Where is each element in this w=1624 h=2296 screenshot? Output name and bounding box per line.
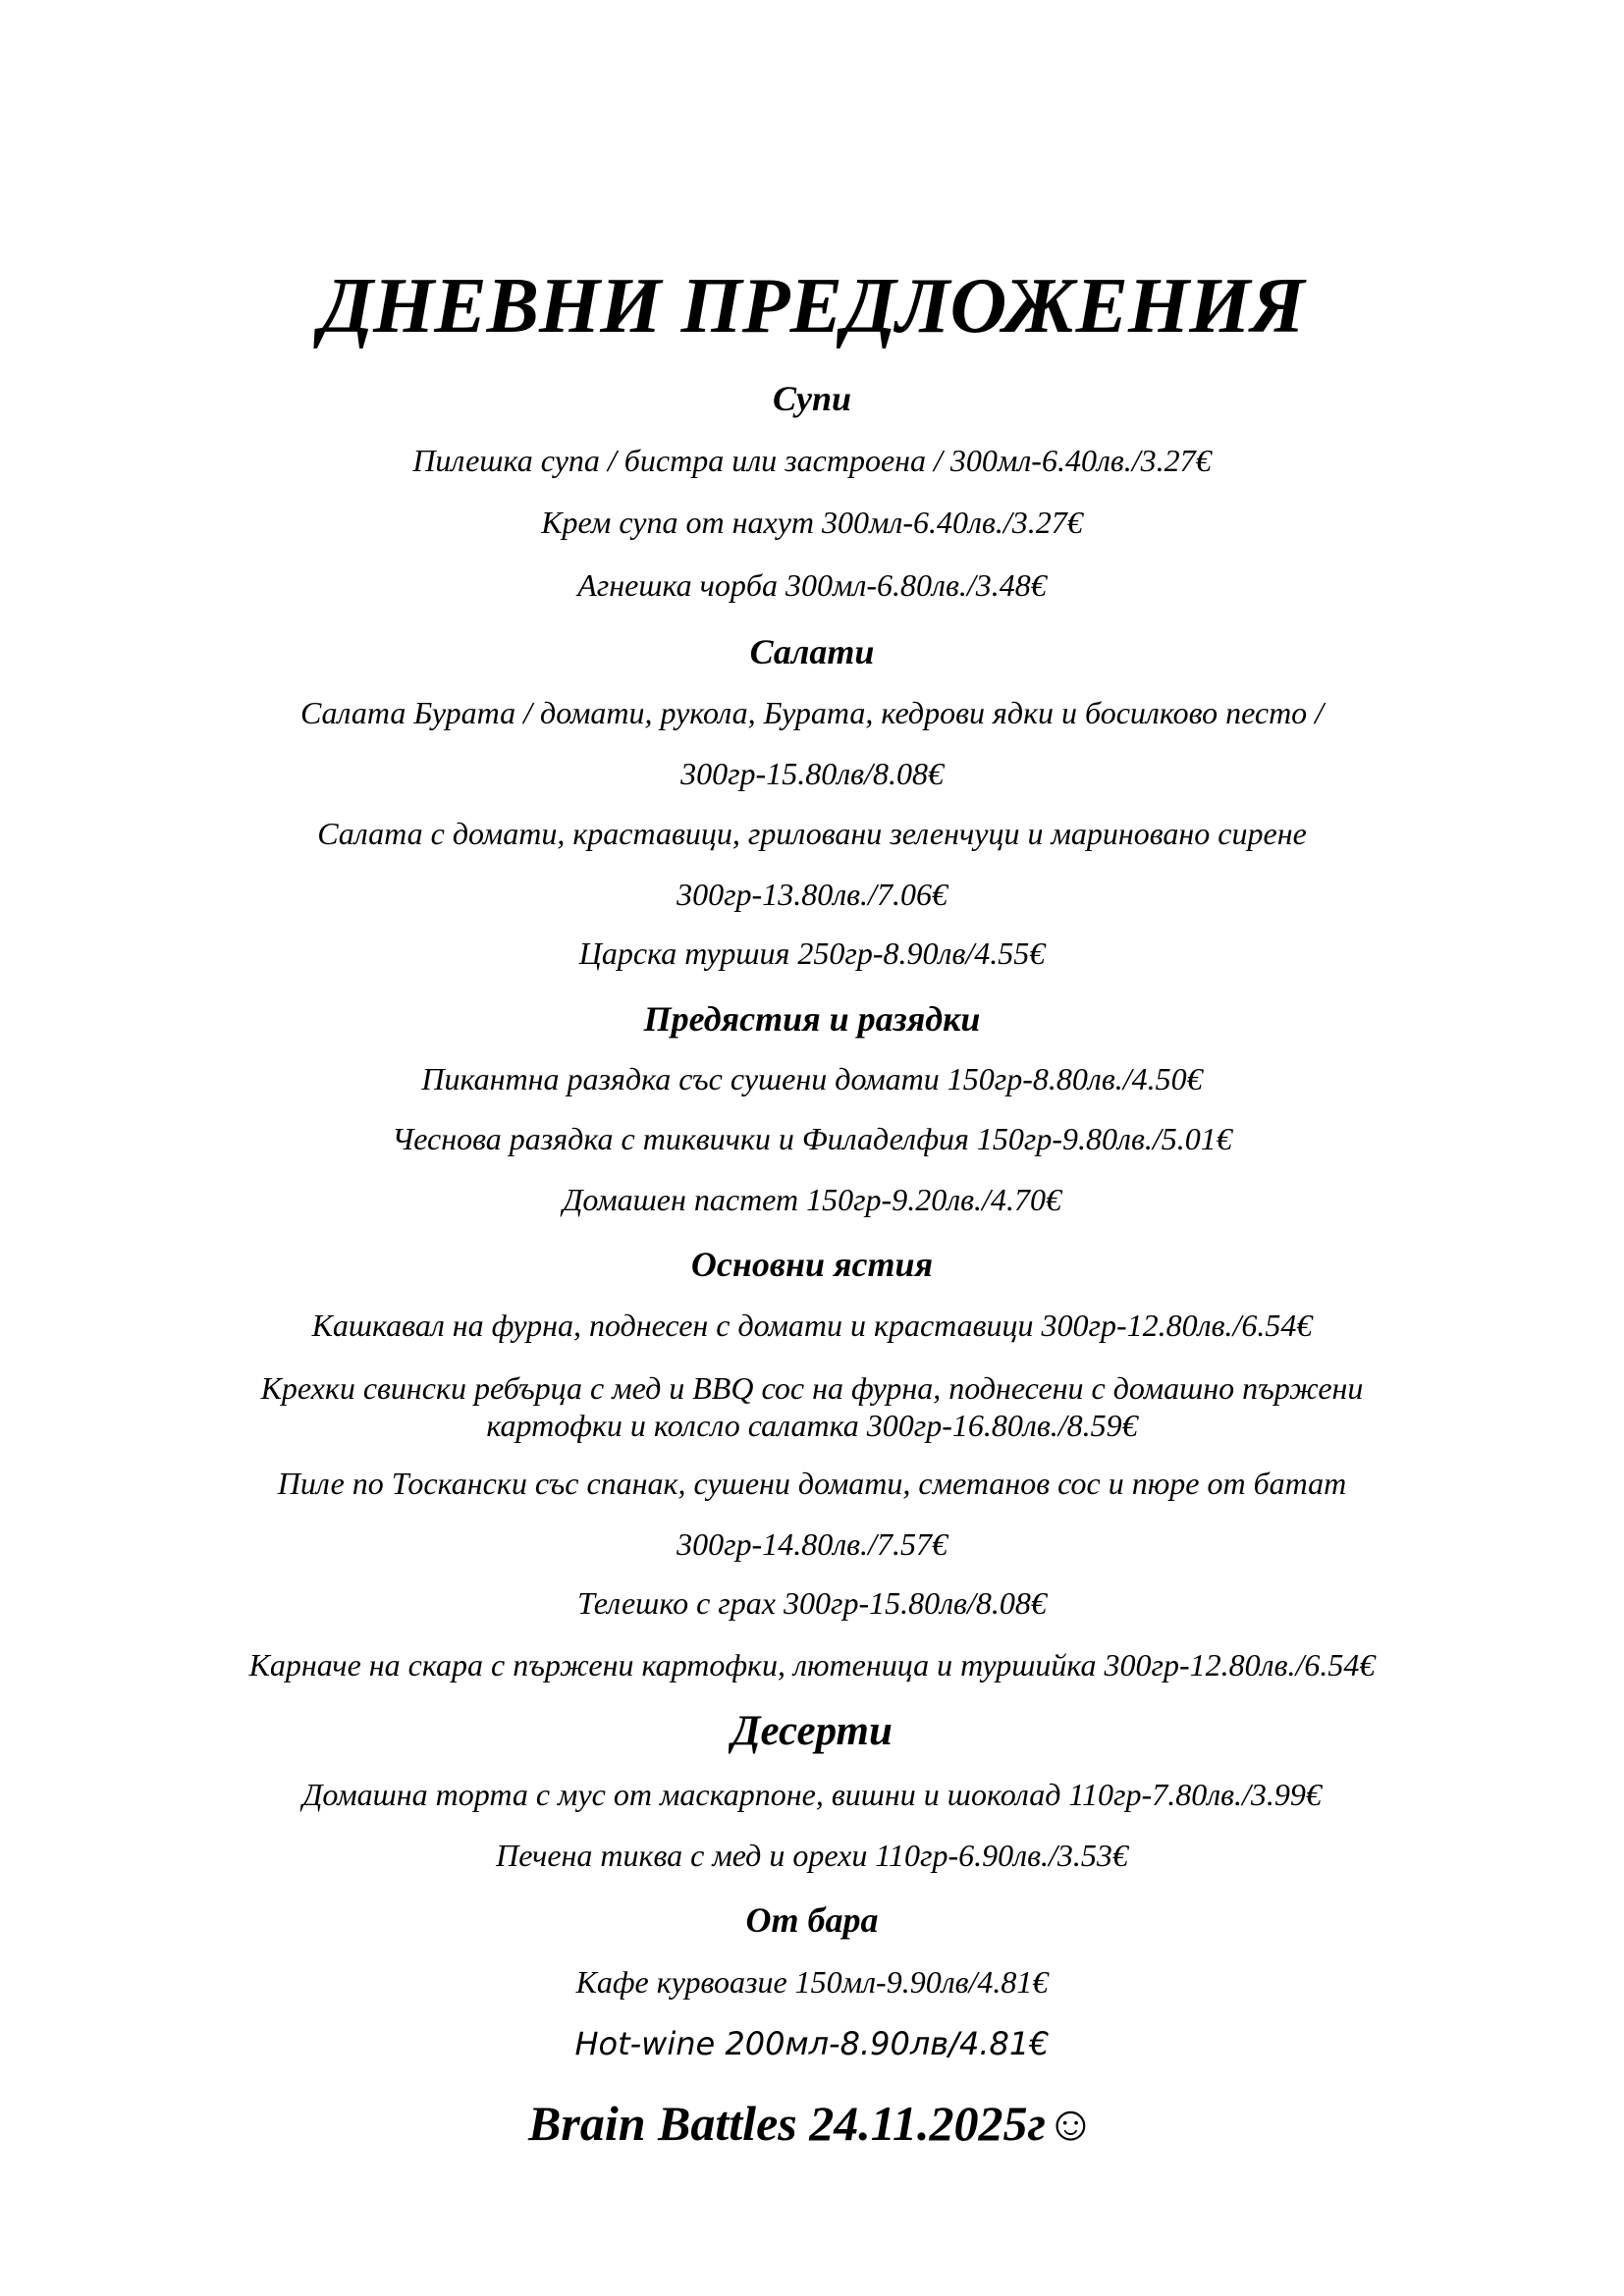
menu-item: Домашна торта с мус от маскарпоне, вишни и шоколад 110гр-7.80лв./3.99€: [302, 1777, 1322, 1812]
section-heading-salads: Салати: [749, 632, 875, 671]
section-heading-soups: Супи: [772, 379, 852, 418]
menu-item: Царска туршия 250гр-8.90лв/4.55€: [578, 935, 1046, 971]
menu-item: картофки и колсло салатка 300гр-16.80лв./8.59€: [486, 1408, 1138, 1443]
event-footer: Brain Battles 24.11.2025г☺: [528, 2096, 1096, 2151]
menu-item: Hot-wine 200мл-8.90лв/4.81€: [574, 2025, 1050, 2062]
menu-item: 300гр-13.80лв./7.06€: [677, 877, 947, 912]
menu-item: Крехки свински ребърца с мед и BBQ сос на фурна, поднесени с домашно пържени: [260, 1370, 1364, 1406]
section-heading-starters: Предястия и разядки: [643, 999, 981, 1039]
menu-item: Салата с домати, краставици, гриловани зеленчуци и мариновано сирене: [317, 816, 1307, 851]
menu-item: Телешко с грах 300гр-15.80лв/8.08€: [577, 1585, 1047, 1621]
section-heading-bar: От бара: [745, 1900, 879, 1940]
page-title: ДНЕВНИ ПРЕДЛОЖЕНИЯ: [319, 263, 1305, 349]
menu-item: Пилешка супа / бистра или застроена / 300мл-6.40лв./3.27€: [412, 443, 1212, 478]
section-heading-desserts: Десерти: [731, 1708, 893, 1754]
menu-item: 300гр-14.80лв./7.57€: [677, 1526, 947, 1562]
menu-item: Пиле по Тоскански със спанак, сушени домати, сметанов сос и пюре от батат: [277, 1466, 1347, 1501]
menu-item: Кашкавал на фурна, поднесен с домати и краставици 300гр-12.80лв./6.54€: [311, 1308, 1313, 1343]
section-heading-mains: Основни ястия: [690, 1245, 934, 1284]
menu-item: Чеснова разядка с тиквички и Филаделфия 150гр-9.80лв./5.01€: [392, 1121, 1232, 1156]
menu-item: Пикантна разядка със сушени домати 150гр-8.80лв./4.50€: [421, 1061, 1203, 1096]
menu-item: Кафе курвоазие 150мл-9.90лв/4.81€: [575, 1964, 1049, 2000]
menu-item: 300гр-15.80лв/8.08€: [680, 756, 944, 791]
menu-item: Карначе на скара с пържени картофки, лютеница и туршийка 300гр-12.80лв./6.54€: [248, 1647, 1376, 1682]
menu-item: Салата Бурата / домати, рукола, Бурата, кедрови ядки и босилково песто /: [299, 695, 1325, 730]
menu-item: Печена тиква с мед и орехи 110гр-6.90лв./3.53€: [496, 1838, 1128, 1873]
menu-item: Агнешка чорба 300мл-6.80лв./3.48€: [577, 567, 1047, 603]
menu-item: Домашен пастет 150гр-9.20лв./4.70€: [563, 1182, 1061, 1217]
menu-item: Крем супа от нахут 300мл-6.40лв./3.27€: [541, 505, 1083, 540]
